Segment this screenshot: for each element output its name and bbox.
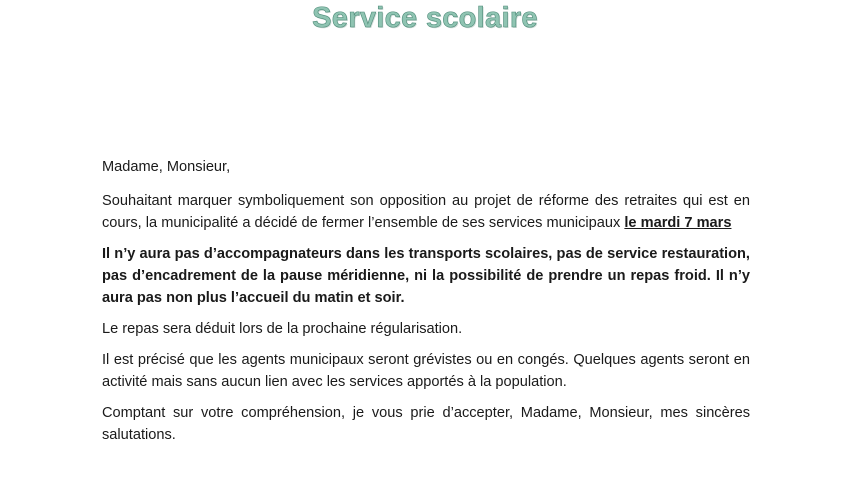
title-text: Service scolaire: [312, 2, 538, 34]
letter-body: [102, 156, 750, 455]
paragraph-closure-announcement: [102, 190, 750, 234]
greeting: Madame, Monsieur,: [102, 159, 231, 175]
paragraph-closing-salutation: Comptant sur votre compréhension, je vous prie d’accepter, Madame, Monsieur, mes sincères salutations.: [102, 405, 750, 443]
document-title: [0, 0, 850, 36]
paragraph-services-cancelled: Il n’y aura pas d’accompagnateurs dans les transports scolaires, pas de service restauration, pas d’encadrement de la pause méridienne, ni la possibilité de prendre un repas froid. Il n’y aura pas non plus l’accueil du matin et soir.: [102, 246, 750, 306]
paragraph-meal-deduction: Le repas sera déduit lors de la prochaine régularisation.: [102, 321, 463, 337]
paragraph-closure-text: Souhaitant marquer symboliquement son opposition au projet de réforme des retraites qui est en cours, la municipalité a décidé de fermer l’ensemble de ses services municipaux: [102, 193, 750, 231]
closure-date: le mardi 7 mars: [624, 215, 732, 231]
paragraph-agents-status: Il est précisé que les agents municipaux seront grévistes ou en congés. Quelques agents seront en activité mais sans aucun lien avec les services apportés à la population.: [102, 352, 750, 390]
